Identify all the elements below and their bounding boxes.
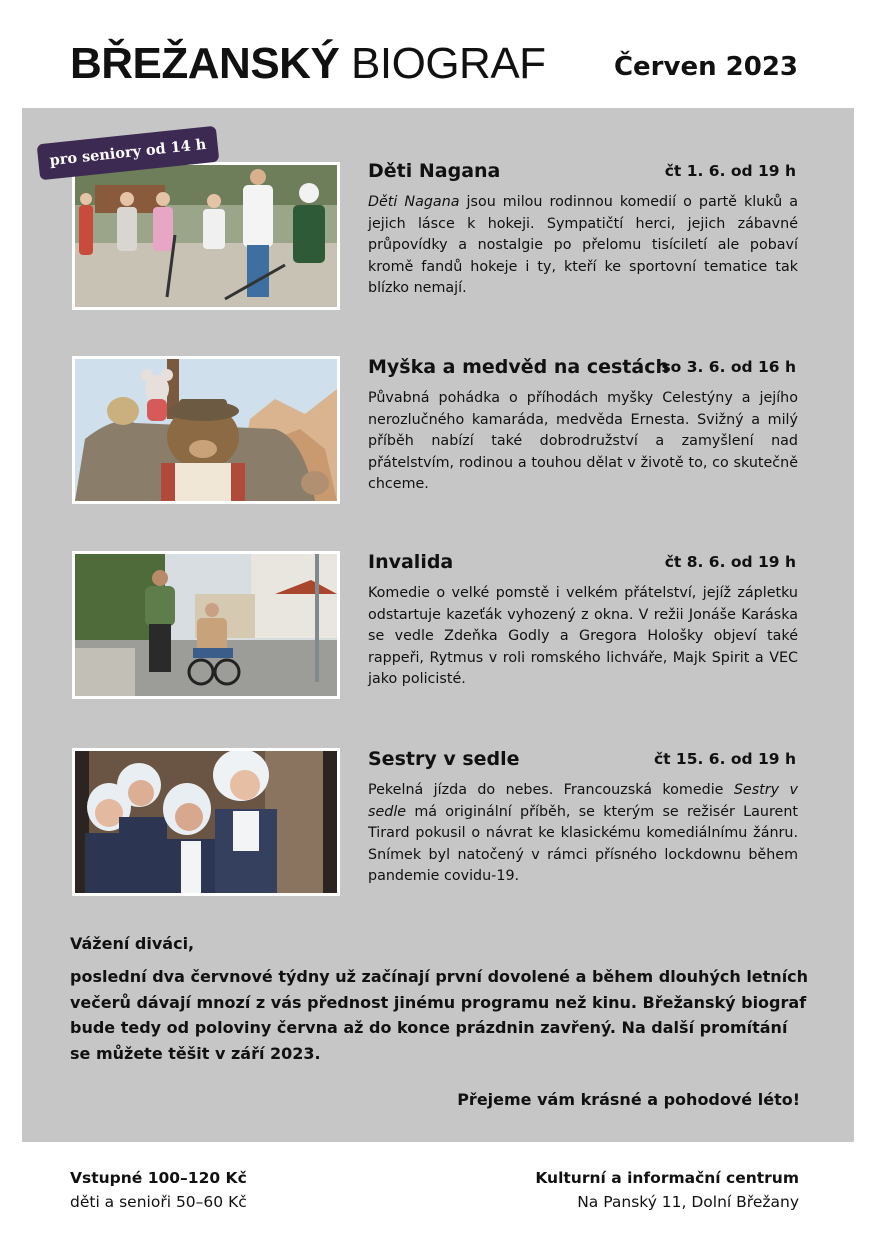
- film-description-italic: Sestry v sedle: [368, 782, 798, 820]
- film-date: čt 8. 6. od 19 h: [664, 553, 796, 571]
- title-light: BIOGRAF: [351, 39, 546, 88]
- mouse-and-bear-cartoon: [75, 359, 337, 501]
- title-bold: BŘEŽANSKÝ: [70, 39, 340, 88]
- page-title: [70, 38, 546, 90]
- notice-greeting: Vážení diváci,: [70, 934, 195, 953]
- organizer-name: Kulturní a informační centrum: [535, 1169, 799, 1187]
- film-title: Děti Nagana: [368, 160, 501, 182]
- organizer-address: Na Panský 11, Dolní Břežany: [577, 1193, 799, 1211]
- film-description-pre: Pekelná jízda do nebes. Francouzská komedie: [368, 782, 734, 798]
- notice-body: poslední dva červnové týdny už začínají první dovolené a během dlouhých letních večerů dávají mnozí z vás přednost jinému programu než kinu. Břežanský biograf bude tedy od poloviny června až do konce prázdnin zavřený. Na další promítání se můžete těšit v září 2023.: [70, 967, 809, 1063]
- month-label: Červen 2023: [613, 52, 798, 82]
- film-date: so 3. 6. od 16 h: [661, 358, 796, 376]
- film-description-italic: Děti Nagana: [368, 194, 460, 210]
- film-description: Půvabná pohádka o příhodách myšky Celestýny a jejího nerozlučného kamaráda, medvěda Ernesta. Svižný a milý příběh nabízí také dobrodružství a zamyšlení nad přátelstvím, rodinou a touhou dělat v životě to, co skutečně chceme.: [368, 390, 798, 493]
- film-description-text: jsou milou rodinnou komedií o partě kluků a jejich lásce k hokeji. Sympatičtí herci, jejich zábavné průpovídky a nostalgie po přelomu tisíciletí ale pobaví kromě fandů hokeje i ty, kteří ke sportovní tematice tak blízko nemají.: [368, 194, 799, 297]
- film-description: [368, 192, 798, 300]
- film-date: čt 1. 6. od 19 h: [664, 162, 796, 180]
- price-reduced: děti a senioři 50–60 Kč: [70, 1193, 247, 1211]
- film-photo: [72, 162, 340, 310]
- film-description: [368, 780, 798, 888]
- film-photo: [72, 356, 340, 504]
- film-title: Sestry v sedle: [368, 748, 520, 770]
- film-title: Myška a medvěd na cestách: [368, 356, 669, 378]
- film-description-text: má originální příběh, se kterým se režisér Laurent Tirard pokusil o návrat ke klasickému komediálnímu žánru. Snímek byl natočený v rámci přísného lockdownu během pandemie covidu-19.: [368, 803, 798, 885]
- film-description: Komedie o velké pomstě i velkém přátelství, jejíž zápletku odstartuje kazeťák vyhozený z okna. V režii Jonáše Karáska se vedle Zdeňka Godly a Gregora Hološky objeví také rappeři, Rytmus v roli romského lichváře, Majk Spirit a VEC jako policisté.: [368, 585, 798, 688]
- children-hockey-photo: [75, 165, 337, 307]
- film-photo: [72, 551, 340, 699]
- film-date: čt 15. 6. od 19 h: [653, 750, 796, 768]
- wheelchair-street-photo: [75, 554, 337, 696]
- organizer-info: [535, 1166, 799, 1214]
- film-photo: [72, 748, 340, 896]
- notice-wish: Přejeme vám krásné a pohodové léto!: [457, 1090, 800, 1109]
- page-header: [70, 38, 810, 98]
- price-info: [70, 1166, 247, 1214]
- price-label: Vstupné 100–120 Kč: [70, 1169, 247, 1187]
- film-title: Invalida: [368, 551, 454, 573]
- seniors-badge: pro seniory od 14 h: [37, 126, 220, 181]
- nuns-photo: [75, 751, 337, 893]
- program-panel: [22, 108, 854, 1142]
